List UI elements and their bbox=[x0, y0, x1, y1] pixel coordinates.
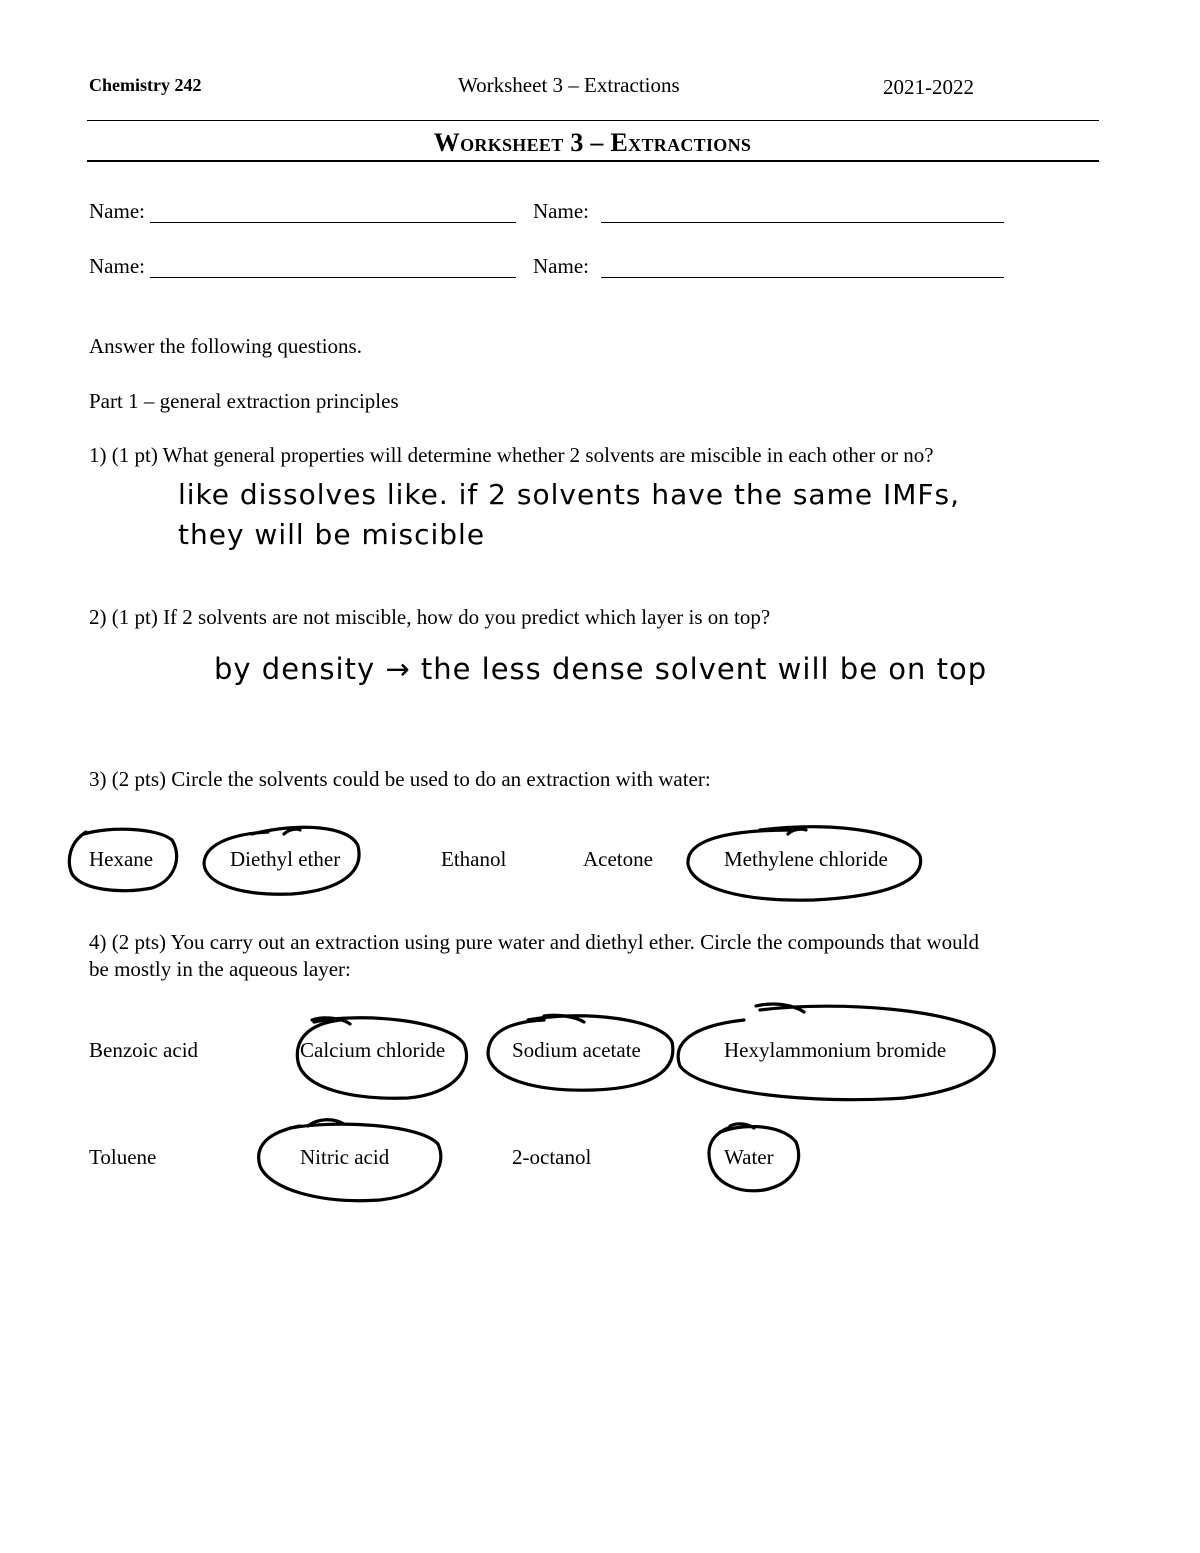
option-diethyl-ether[interactable]: Diethyl ether bbox=[230, 847, 341, 871]
header-year: 2021-2022 bbox=[883, 75, 974, 99]
option-toluene[interactable]: Toluene bbox=[89, 1145, 157, 1169]
option-benzoic-acid[interactable]: Benzoic acid bbox=[89, 1038, 199, 1062]
answer-1-line-2: they will be miscible bbox=[178, 518, 486, 551]
option-acetone[interactable]: Acetone bbox=[583, 847, 653, 871]
name-label-4: Name: bbox=[533, 254, 589, 278]
name-label-3: Name: bbox=[89, 254, 145, 278]
answer-2: by density → the less dense solvent will be on top bbox=[214, 652, 988, 686]
header-worksheet-title: Worksheet 3 – Extractions bbox=[458, 73, 680, 97]
circle-mark-methylene-chloride bbox=[688, 827, 921, 900]
part-heading: Part 1 – general extraction principles bbox=[89, 389, 399, 413]
option-hexane[interactable]: Hexane bbox=[89, 847, 154, 871]
circle-mark-water bbox=[709, 1124, 799, 1191]
circle-mark-diethyl-ether bbox=[204, 827, 359, 894]
course-name: Chemistry 242 bbox=[89, 75, 202, 95]
circle-mark-hexane bbox=[69, 829, 176, 890]
page-title: Worksheet 3 – Extractions bbox=[433, 128, 752, 157]
circle-mark-calcium-chloride bbox=[297, 1018, 466, 1098]
option-hexylammonium-bromide[interactable]: Hexylammonium bromide bbox=[724, 1038, 947, 1062]
name-label-2: Name: bbox=[533, 199, 589, 223]
name-label-1: Name: bbox=[89, 199, 145, 223]
option-nitric-acid[interactable]: Nitric acid bbox=[300, 1145, 390, 1169]
circle-mark-nitric-acid bbox=[259, 1120, 441, 1201]
question-3: 3) (2 pts) Circle the solvents could be used to do an extraction with water: bbox=[89, 767, 711, 791]
circle-mark-sodium-acetate bbox=[488, 1015, 673, 1090]
option-ethanol[interactable]: Ethanol bbox=[441, 847, 507, 871]
question-2: 2) (1 pt) If 2 solvents are not miscible, how do you predict which layer is on top? bbox=[89, 605, 771, 629]
question-1: 1) (1 pt) What general properties will determine whether 2 solvents are miscible in each other or no? bbox=[89, 443, 934, 467]
option-sodium-acetate[interactable]: Sodium acetate bbox=[512, 1038, 641, 1062]
option-calcium-chloride[interactable]: Calcium chloride bbox=[300, 1038, 446, 1062]
option-water[interactable]: Water bbox=[724, 1145, 774, 1169]
question-4-line-2: be mostly in the aqueous layer: bbox=[89, 957, 351, 981]
question-4-line-1: 4) (2 pts) You carry out an extraction using pure water and diethyl ether. Circle the compounds that would bbox=[89, 930, 979, 954]
answer-1-line-1: like dissolves like. if 2 solvents have the same IMFs, bbox=[178, 478, 960, 511]
option-methylene-chloride[interactable]: Methylene chloride bbox=[724, 847, 888, 871]
circle-mark-hexylammonium-bromide bbox=[678, 1004, 994, 1100]
instructions: Answer the following questions. bbox=[89, 334, 362, 358]
option-2-octanol[interactable]: 2-octanol bbox=[512, 1145, 592, 1169]
